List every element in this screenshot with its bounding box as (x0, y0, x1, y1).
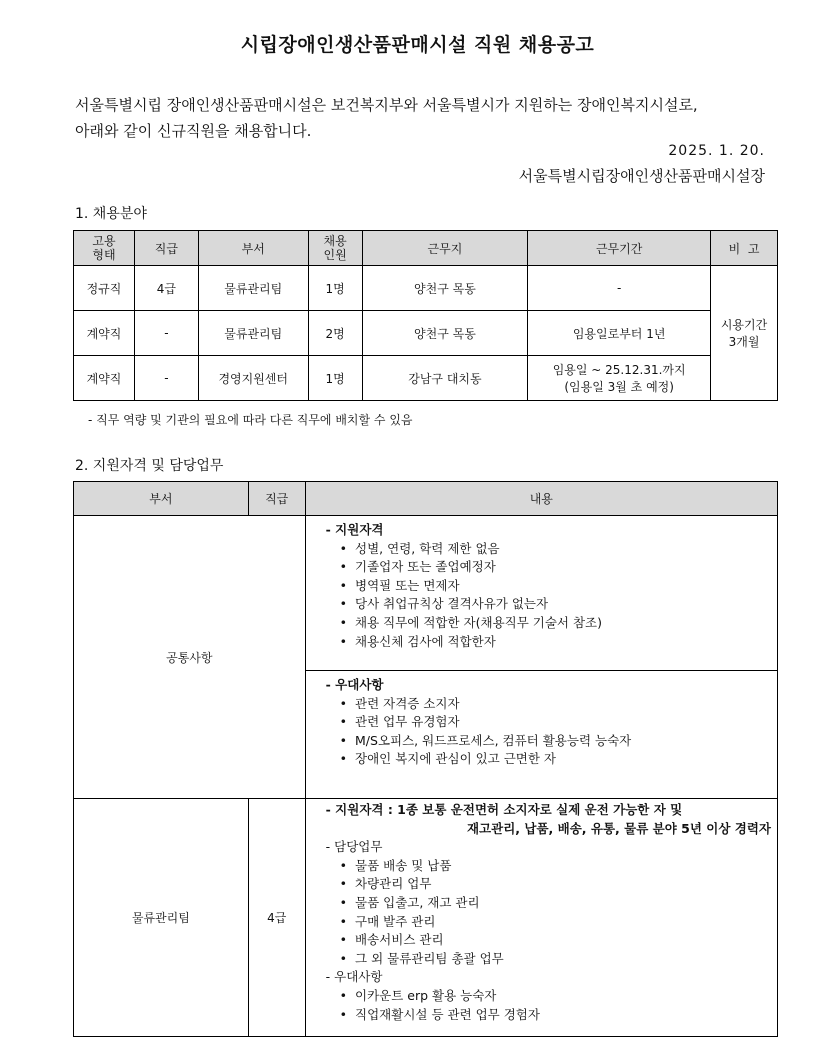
cell-period: - (528, 266, 711, 311)
list-item: • 병역필 또는 면제자 (326, 577, 769, 596)
logistics-row (74, 799, 778, 1037)
table-row (74, 311, 778, 356)
cell-type: 정규직 (74, 266, 135, 311)
issuer-name: 서울특별시립장애인생산품판매시설장 (518, 167, 765, 185)
page-title: 시립장애인생산품판매시설 직원 채용공고 (240, 34, 595, 56)
cell-dept: 경영지원센터 (198, 356, 308, 401)
header-remark: 비 고 (711, 231, 778, 266)
header-count: 채용 인원 (308, 231, 362, 266)
cell-count: 1명 (308, 266, 362, 311)
list-item: • M/S오피스, 워드프로세스, 컴퓨터 활용능력 능숙자 (326, 732, 769, 751)
cell-grade: 4급 (134, 266, 198, 311)
cell-count: 2명 (308, 311, 362, 356)
list-item: • 기졸업자 또는 졸업예정자 (326, 558, 769, 577)
cell-dept: 물류관리팀 (198, 266, 308, 311)
cell-location: 강남구 대치동 (362, 356, 528, 401)
header-dept: 부서 (74, 482, 249, 516)
common-qualifications (306, 516, 777, 670)
qualification-table (73, 481, 778, 1037)
table-header-row (74, 231, 778, 266)
logistics-qualification-line-1: - 지원자격 : 1종 보통 운전면허 소지자로 실제 운전 가능한 자 및 (325, 802, 683, 817)
list-item: • 구매 발주 관리 (326, 913, 771, 932)
cell-type: 계약직 (74, 311, 135, 356)
cell-grade: - (134, 356, 198, 401)
list-item: • 물품 입출고, 재고 관리 (326, 894, 771, 913)
intro-paragraph (75, 92, 775, 144)
logistics-dept-cell: 물류관리팀 (74, 799, 249, 1037)
period-line-2: (임용일 3월 초 예정) (564, 380, 674, 394)
cell-remark (711, 266, 778, 401)
cell-count: 1명 (308, 356, 362, 401)
header-content: 내용 (305, 482, 777, 516)
placement-note: - 직무 역량 및 기관의 필요에 따라 다른 직무에 배치할 수 있음 (88, 413, 413, 427)
common-row (74, 516, 778, 799)
logistics-grade-cell: 4급 (248, 799, 305, 1037)
duties-title: - 담당업무 (325, 839, 383, 855)
list-item: • 채용 직무에 적합한 자(채용직무 기술서 참조) (326, 614, 769, 633)
logistics-qualification-line-2: 재고관리, 납품, 배송, 유통, 물류 분야 5년 이상 경력자 (466, 820, 771, 836)
recruitment-table (73, 230, 778, 401)
header-grade: 직급 (248, 482, 305, 516)
cell-dept: 물류관리팀 (198, 311, 308, 356)
cell-type: 계약직 (74, 356, 135, 401)
header-dept: 부서 (198, 231, 308, 266)
header-grade: 직급 (134, 231, 198, 266)
logistics-content-cell (305, 799, 777, 1037)
header-type: 고용 형태 (74, 231, 135, 266)
cell-grade: - (134, 311, 198, 356)
list-item: • 채용신체 검사에 적합한자 (326, 633, 769, 652)
header-location: 근무지 (362, 231, 528, 266)
header-period: 근무기간 (528, 231, 711, 266)
remark-line-2: 3개월 (728, 335, 760, 349)
list-item: • 당사 취업규칙상 결격사유가 없는자 (326, 595, 769, 614)
remark-line-1: 시용기간 (720, 318, 768, 332)
notice-date: 2025. 1. 20. (668, 143, 765, 159)
list-item: • 그 외 물류관리팀 총괄 업무 (326, 950, 771, 969)
table-header-row (74, 482, 778, 516)
cell-location: 양천구 목동 (362, 266, 528, 311)
list-item: • 물품 배송 및 납품 (326, 857, 771, 876)
intro-line-1: 서울특별시립 장애인생산품판매시설은 보건복지부와 서울특별시가 지원하는 장애인복지시설로, (75, 96, 698, 114)
section-2-heading: 2. 지원자격 및 담당업무 (75, 458, 224, 474)
list-item: • 관련 업무 유경험자 (326, 713, 769, 732)
logistics-preference-title: - 우대사항 (325, 969, 383, 985)
common-content-cell (305, 516, 777, 799)
list-item: • 관련 자격증 소지자 (326, 695, 769, 714)
list-item: • 차량관리 업무 (326, 875, 771, 894)
cell-period: 임용일로부터 1년 (528, 311, 711, 356)
section-1-heading: 1. 채용분야 (75, 206, 147, 222)
table-row (74, 356, 778, 401)
intro-line-2: 아래와 같이 신규직원을 채용합니다. (75, 122, 312, 140)
cell-location: 양천구 목동 (362, 311, 528, 356)
logistics-details (306, 799, 777, 1028)
period-line-1: 임용일 ~ 25.12.31.까지 (552, 363, 686, 377)
list-item: • 장애인 복지에 관심이 있고 근면한 자 (326, 750, 769, 769)
common-preferences (306, 670, 777, 773)
table-row (74, 266, 778, 311)
list-item: • 직업재활시설 등 관련 업무 경험자 (326, 1006, 771, 1025)
qualification-title: - 지원자격 (325, 522, 384, 537)
preference-title: - 우대사항 (325, 677, 384, 692)
cell-period (528, 356, 711, 401)
common-dept-cell: 공통사항 (74, 516, 306, 799)
list-item: • 이카운트 erp 활용 능숙자 (326, 987, 771, 1006)
list-item: • 배송서비스 관리 (326, 931, 771, 950)
list-item: • 성별, 연령, 학력 제한 없음 (326, 540, 769, 559)
